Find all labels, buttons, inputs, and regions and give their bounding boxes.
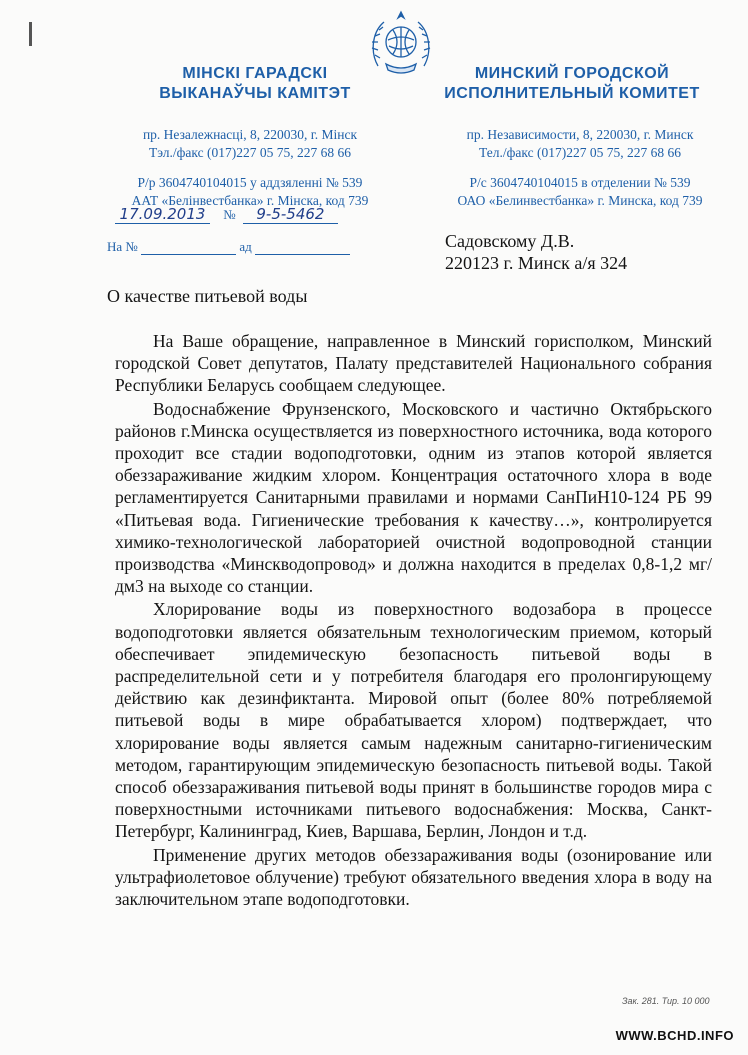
ref-from: ад — [239, 239, 252, 254]
print-mark: Зак. 281. Тир. 10 000 — [622, 996, 710, 1006]
registration-date: 17.09.2013 — [115, 205, 210, 224]
ref-label: На № — [107, 239, 138, 254]
org-name-russian: МИНСКИЙ ГОРОДСКОЙ ИСПОЛНИТЕЛЬНЫЙ КОМИТЕТ — [444, 65, 700, 102]
body-paragraph: На Ваше обращение, направленное в Минский горисполком, Минский городской Совет депутатов, Палату представителей Национального собрания Республики Беларусь сообщаем следующее. — [115, 331, 712, 396]
site-watermark: WWW.BCHD.INFO — [615, 1028, 734, 1043]
reference-line — [107, 239, 350, 255]
recipient-address: 220123 г. Минск а/я 324 — [445, 253, 628, 273]
recipient-block — [445, 230, 627, 274]
registration-line — [115, 205, 338, 224]
letter-body — [115, 330, 712, 911]
address-line: пр. Независимости, 8, 220030, г. Минск — [466, 127, 694, 142]
address-line: пр. Незалежнасці, 8, 220030, г. Мінск — [142, 127, 358, 142]
number-sign: № — [223, 207, 236, 222]
body-paragraph: Водоснабжение Фрунзенского, Московского и частично Октябрьского районов г.Минска осуществляется из поверхностного источника, вода которого проходит все стадии водоподготовки, одним из этапов которой является обеззараживание жидким хлором. Концентрация остаточного хлора в воде регламентируется Санитарными правилами и нормами СанПиН10-124 РБ 99 «Питьевая вода. Гигиенические требования к качеству…», контролируется химико-технологической лабораторией очистной водопроводной станции производства «Минскводопровод» и должна находится в пределах 0,8-1,2 мг/дм3 на выходе со станции. — [115, 398, 712, 597]
account-line: Р/р 3604740104015 у аддзяленні № 539 — [137, 175, 363, 190]
registration-number: 9-5-5462 — [243, 205, 338, 224]
phone-line: Тел./факс (017)227 05 75, 227 68 66 — [479, 145, 681, 160]
org-details-russian — [430, 126, 730, 210]
org-details-belarusian — [100, 126, 400, 210]
bank-line: ОАО «Белинвестбанка» г. Минска, код 739 — [457, 193, 703, 208]
account-line: Р/с 3604740104015 в отделении № 539 — [469, 175, 691, 190]
body-paragraph: Хлорирование воды из поверхностного водозабора в процессе водоподготовки является обязательным технологическим приемом, который обеспечивает эпидемическую безопасность питьевой воды в распределительной сети и у потребителя благодаря его пролонгирующему действию как дезинфиктанта. Мировой опыт (более 80% потребляемой питьевой воды в мире обрабатывается хлором) подтверждает, что хлорирование воды является самым надежным санитарно-гигиеническим методом, гарантирующим эпидемическую безопасность питьевой воды. Такой способ обеззараживания питьевой воды принят в большинстве городов мира с поверхностными источниками питьевого водоснабжения: Москва, Санкт-Петербург, Калининград, Киев, Варшава, Берлин, Лондон и т.д. — [115, 599, 712, 842]
phone-line: Тэл./факс (017)227 05 75, 227 68 66 — [149, 145, 351, 160]
recipient-name: Садовскому Д.В. — [445, 231, 575, 251]
staple-mark — [29, 22, 32, 46]
org-name-belarusian: МІНСКІ ГАРАДСКІ ВЫКАНАЎЧЫ КАМІТЭТ — [159, 65, 351, 102]
letter-subject: О качестве питьевой воды — [107, 286, 308, 306]
body-paragraph: Применение других методов обеззараживания воды (озонирование или ультрафиолетовое облучение) требуют обязательного введения хлора в воду на заключительном этапе водоподготовки. — [115, 844, 712, 910]
bank-line: ААТ «Белінвестбанка» г. Мінска, код 739 — [131, 193, 369, 208]
